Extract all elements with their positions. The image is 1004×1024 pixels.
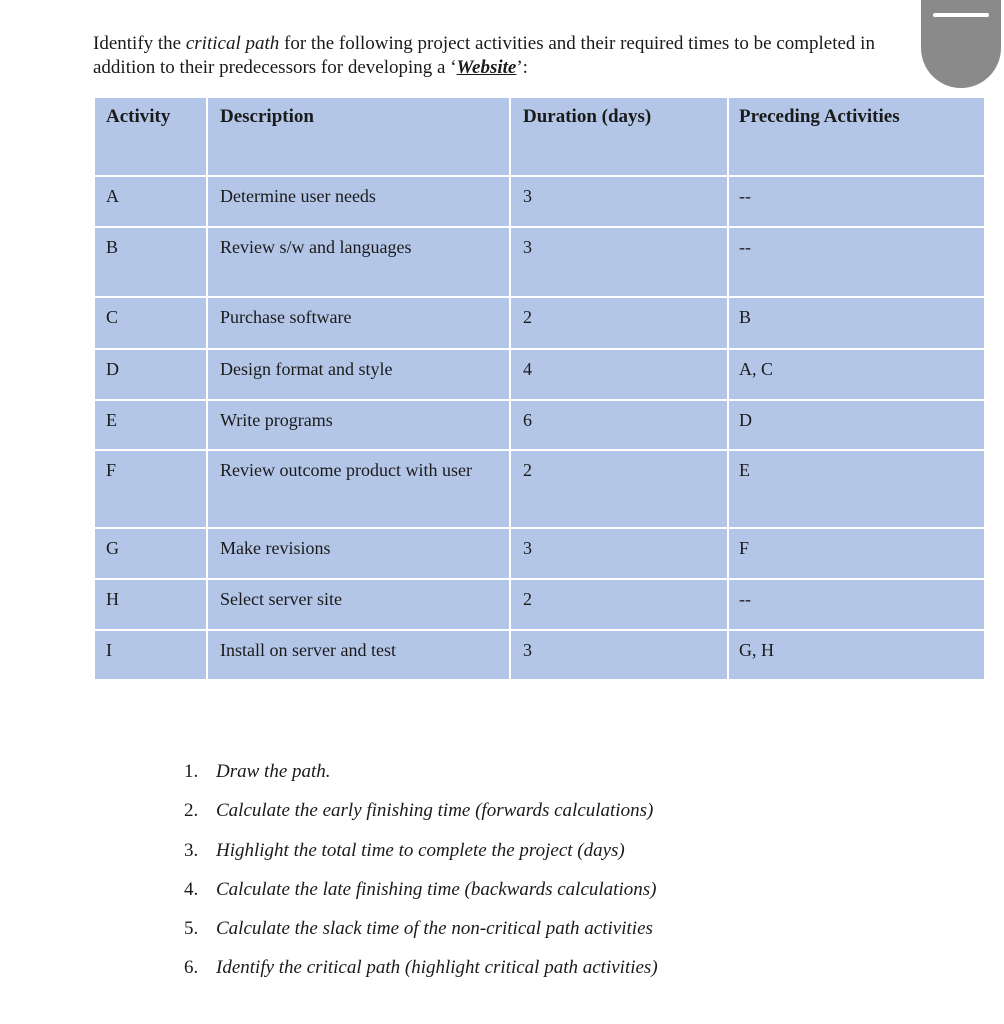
cell-description: Install on server and test [207,630,510,680]
list-text: Identify the critical path (highlight critical path activities) [216,957,658,979]
list-number: 4. [184,878,199,900]
list-number: 2. [184,800,199,822]
list-item [184,876,658,915]
task-list [184,758,658,994]
header-duration: Duration (days) [510,97,728,176]
cell-preceding: -- [728,227,985,297]
table-row [94,227,985,297]
cell-preceding: -- [728,176,985,227]
cell-activity: G [94,528,207,579]
cell-duration: 3 [510,528,728,579]
cell-preceding: E [728,450,985,528]
cell-activity: H [94,579,207,630]
list-text: Calculate the slack time of the non-critical path activities [216,918,653,940]
scroll-handle[interactable] [921,0,1001,88]
cell-description: Select server site [207,579,510,630]
table-row [94,630,985,680]
cell-preceding: B [728,297,985,349]
cell-activity: F [94,450,207,528]
cell-activity: I [94,630,207,680]
cell-description: Determine user needs [207,176,510,227]
cell-description: Write programs [207,400,510,450]
cell-preceding: D [728,400,985,450]
cell-duration: 3 [510,176,728,227]
cell-preceding: F [728,528,985,579]
cell-activity: D [94,349,207,400]
cell-duration: 4 [510,349,728,400]
list-item [184,758,658,797]
table-row [94,400,985,450]
cell-duration: 3 [510,630,728,680]
intro-website: Website [456,57,517,78]
list-number: 3. [184,839,199,861]
cell-activity: B [94,227,207,297]
table-row [94,297,985,349]
list-text: Draw the path. [216,761,331,782]
list-text: Calculate the early finishing time (forwards calculations) [216,800,654,822]
cell-activity: C [94,297,207,349]
cell-activity: A [94,176,207,227]
list-text: Highlight the total time to complete the project (days) [216,839,625,861]
list-number: 1. [184,761,199,782]
table-row [94,579,985,630]
cell-duration: 6 [510,400,728,450]
activity-table [93,96,986,681]
cell-duration: 2 [510,297,728,349]
cell-preceding: G, H [728,630,985,680]
cell-description: Review outcome product with user [207,450,510,528]
list-item [184,797,658,836]
header-activity: Activity [94,97,207,176]
cell-duration: 2 [510,579,728,630]
intro-text-2: for the following project activities and their required times to be completed in addition to their predecessors for developing a ‘ [93,33,875,78]
drag-handle-icon [933,13,989,17]
table-row [94,528,985,579]
cell-description: Review s/w and languages [207,227,510,297]
header-description: Description [207,97,510,176]
list-item [184,837,658,876]
list-text: Calculate the late finishing time (backwards calculations) [216,878,657,900]
cell-preceding: A, C [728,349,985,400]
table-header-row [94,97,985,176]
intro-text-3: ’: [516,57,528,78]
list-number: 6. [184,957,199,979]
intro-emphasis: critical path [185,33,280,54]
cell-duration: 3 [510,227,728,297]
header-preceding: Preceding Activities [728,97,985,176]
intro-paragraph [93,32,893,80]
cell-duration: 2 [510,450,728,528]
cell-preceding: -- [728,579,985,630]
table-row [94,349,985,400]
list-number: 5. [184,918,199,940]
cell-description: Design format and style [207,349,510,400]
list-item [184,915,658,954]
list-item [184,954,658,993]
intro-text-1: Identify the [93,33,186,54]
cell-activity: E [94,400,207,450]
table-row [94,450,985,528]
cell-description: Make revisions [207,528,510,579]
cell-description: Purchase software [207,297,510,349]
table-row [94,176,985,227]
